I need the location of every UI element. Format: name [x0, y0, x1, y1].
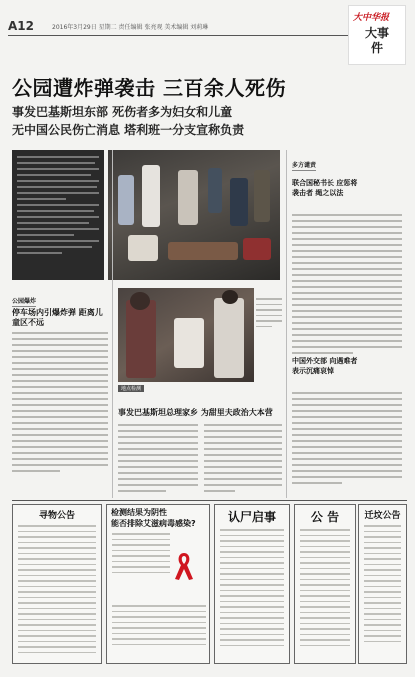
secondary-news-photo	[118, 288, 254, 382]
newspaper-logo: 大中华报	[353, 13, 390, 23]
center-section-tag: 地点检测	[118, 385, 144, 392]
column-rule	[286, 150, 287, 498]
left-column-text	[12, 332, 108, 476]
ads-divider	[12, 500, 407, 501]
right-column-text-2	[292, 392, 402, 488]
ad-headline: 检测结果为阴性	[111, 508, 167, 517]
ad-title: 寻物公告	[38, 511, 75, 521]
left-section-headline: 停车场内引爆炸弹 距离儿童区不远	[12, 308, 103, 327]
lead-summary-box	[12, 150, 104, 280]
masthead-logo-box	[348, 5, 406, 65]
center-column-text-1	[118, 424, 198, 496]
photo-caption	[256, 298, 282, 331]
public-notice	[294, 504, 356, 664]
column-rule	[112, 150, 113, 498]
lost-item-notice	[12, 504, 102, 664]
grave-relocation-notice	[358, 504, 407, 664]
main-news-photo	[108, 150, 280, 280]
ad-subheadline: 能否排除艾滋病毒感染?	[111, 519, 196, 528]
right-section-tag: 多方谴责	[292, 162, 317, 169]
ad-title: 迁坟公告	[364, 511, 401, 521]
main-headline: 公园遭炸弹袭击 三百余人死伤	[12, 76, 286, 100]
ad-title: 认尸启事	[227, 510, 276, 524]
right-column-text-1	[292, 214, 402, 358]
hiv-test-ad	[106, 504, 210, 664]
right-headline-2: 中国外交部 向遇难者 表示沉痛哀悼	[292, 357, 358, 375]
red-ribbon-icon	[173, 551, 195, 581]
left-section-tag: 公园爆炸	[12, 298, 37, 305]
section-label: 大事件	[364, 26, 389, 55]
page-number: A12	[8, 19, 34, 33]
ad-title: 公 告	[310, 510, 340, 524]
sub-headline-1: 事发巴基斯坦东部 死伤者多为妇女和儿童	[12, 105, 233, 119]
date-line: 2016年3月29日 星期二 责任编辑 张亮观 美术编辑 刘莉琳	[52, 24, 209, 31]
sub-headline-2: 无中国公民伤亡消息 塔利班一分支宣称负责	[12, 123, 245, 137]
center-column-text-2	[204, 424, 282, 496]
header-rule	[8, 35, 378, 36]
body-identification-notice	[214, 504, 290, 664]
center-section-headline: 事发巴基斯坦总理家乡 为甜里夫政治大本营	[118, 408, 273, 417]
right-headline-1: 联合国秘书长 应惩将袭击者 绳之以法	[292, 179, 358, 197]
